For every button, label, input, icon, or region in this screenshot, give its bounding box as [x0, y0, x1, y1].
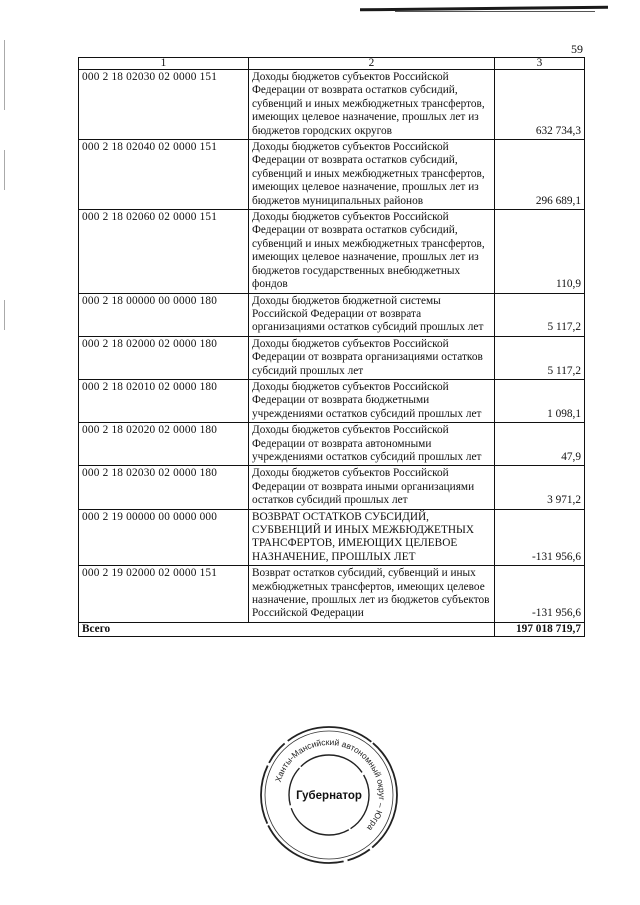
amount-cell: 1 098,1 — [495, 379, 585, 422]
column-header: 1 — [79, 58, 249, 70]
amount-cell: 296 689,1 — [495, 140, 585, 210]
amount-cell: 3 971,2 — [495, 466, 585, 509]
table-row — [79, 293, 585, 336]
budget-code-cell: 000 2 19 00000 00 0000 000 — [79, 509, 249, 566]
seal-ring-text: Ханты-Мансийский автономный округ – Югра — [272, 736, 388, 833]
budget-code-cell: 000 2 18 02010 02 0000 180 — [79, 379, 249, 422]
budget-code-cell: 000 2 19 02000 02 0000 151 — [79, 566, 249, 623]
seal-graphic — [256, 722, 402, 868]
column-header: 3 — [495, 58, 585, 70]
revenue-table — [78, 57, 585, 637]
table-row — [79, 566, 585, 623]
amount-cell: 5 117,2 — [495, 336, 585, 379]
revenue-name-cell: Доходы бюджетов субъектов Российской Федерации от возврата остатков субсидий, субвенций и иных межбюджетных трансфертов, имеющих целевое назначение, прошлых лет из бюджетов городских округов — [249, 70, 495, 140]
table-row — [79, 140, 585, 210]
budget-code-cell: 000 2 18 00000 00 0000 180 — [79, 293, 249, 336]
revenue-name-cell: Доходы бюджетов субъектов Российской Федерации от возврата организациями остатков субсидий прошлых лет — [249, 336, 495, 379]
scan-edge-mark — [4, 150, 5, 190]
budget-code-cell: 000 2 18 02030 02 0000 180 — [79, 466, 249, 509]
table-row — [79, 423, 585, 466]
budget-code-cell: 000 2 18 02030 02 0000 151 — [79, 70, 249, 140]
table-row — [79, 379, 585, 422]
revenue-name-cell: Доходы бюджетов субъектов Российской Федерации от возврата остатков субсидий, субвенций и иных межбюджетных трансфертов, имеющих целевое назначение, прошлых лет из бюджетов муниципальных районов — [249, 140, 495, 210]
revenue-name-cell: Доходы бюджетов субъектов Российской Федерации от возврата бюджетными учреждениями остатков субсидий прошлых лет — [249, 379, 495, 422]
scan-edge-mark — [4, 40, 5, 110]
page-number: 59 — [571, 42, 583, 56]
amount-cell: 5 117,2 — [495, 293, 585, 336]
budget-code-cell: 000 2 18 02020 02 0000 180 — [79, 423, 249, 466]
revenue-name-cell: Доходы бюджетов субъектов Российской Федерации от возврата остатков субсидий, субвенций и иных межбюджетных трансфертов, имеющих целевое назначение, прошлых лет из бюджетов государственных внебюджетных фондов — [249, 210, 495, 293]
revenue-name-cell: Доходы бюджетов субъектов Российской Федерации от возврата автономными учреждениями остатков субсидий прошлых лет — [249, 423, 495, 466]
table-row — [79, 466, 585, 509]
table-row — [79, 210, 585, 293]
revenue-name-cell: ВОЗВРАТ ОСТАТКОВ СУБСИДИЙ, СУБВЕНЦИЙ И ИНЫХ МЕЖБЮДЖЕТНЫХ ТРАНСФЕРТОВ, ИМЕЮЩИХ ЦЕЛЕВОЕ НАЗНАЧЕНИЕ, ПРОШЛЫХ ЛЕТ — [249, 509, 495, 566]
amount-cell: -131 956,6 — [495, 509, 585, 566]
revenue-name-cell: Доходы бюджетов бюджетной системы Российской Федерации от возврата организациями остатков субсидий прошлых лет — [249, 293, 495, 336]
budget-code-cell: 000 2 18 02040 02 0000 151 — [79, 140, 249, 210]
total-row — [79, 622, 585, 636]
revenue-name-cell: Возврат остатков субсидий, субвенций и иных межбюджетных трансфертов, имеющих целевое назначение, прошлых лет из бюджетов субъектов Российской Федерации — [249, 566, 495, 623]
budget-code-cell: 000 2 18 02000 02 0000 180 — [79, 336, 249, 379]
table-header-row — [79, 58, 585, 70]
top-scan-rule-thin — [395, 11, 595, 12]
total-amount: 197 018 719,7 — [495, 622, 585, 636]
amount-cell: 632 734,3 — [495, 70, 585, 140]
seal-center-text: Губернатор — [296, 790, 362, 802]
column-header: 2 — [249, 58, 495, 70]
budget-code-cell: 000 2 18 02060 02 0000 151 — [79, 210, 249, 293]
amount-cell: 110,9 — [495, 210, 585, 293]
scan-edge-mark — [4, 300, 5, 330]
table-row — [79, 509, 585, 566]
table-row — [79, 70, 585, 140]
governor-seal — [256, 722, 402, 868]
table-row — [79, 336, 585, 379]
revenue-name-cell: Доходы бюджетов субъектов Российской Федерации от возврата иными организациями остатков субсидий прошлых лет — [249, 466, 495, 509]
amount-cell: 47,9 — [495, 423, 585, 466]
total-label: Всего — [79, 622, 495, 636]
amount-cell: -131 956,6 — [495, 566, 585, 623]
